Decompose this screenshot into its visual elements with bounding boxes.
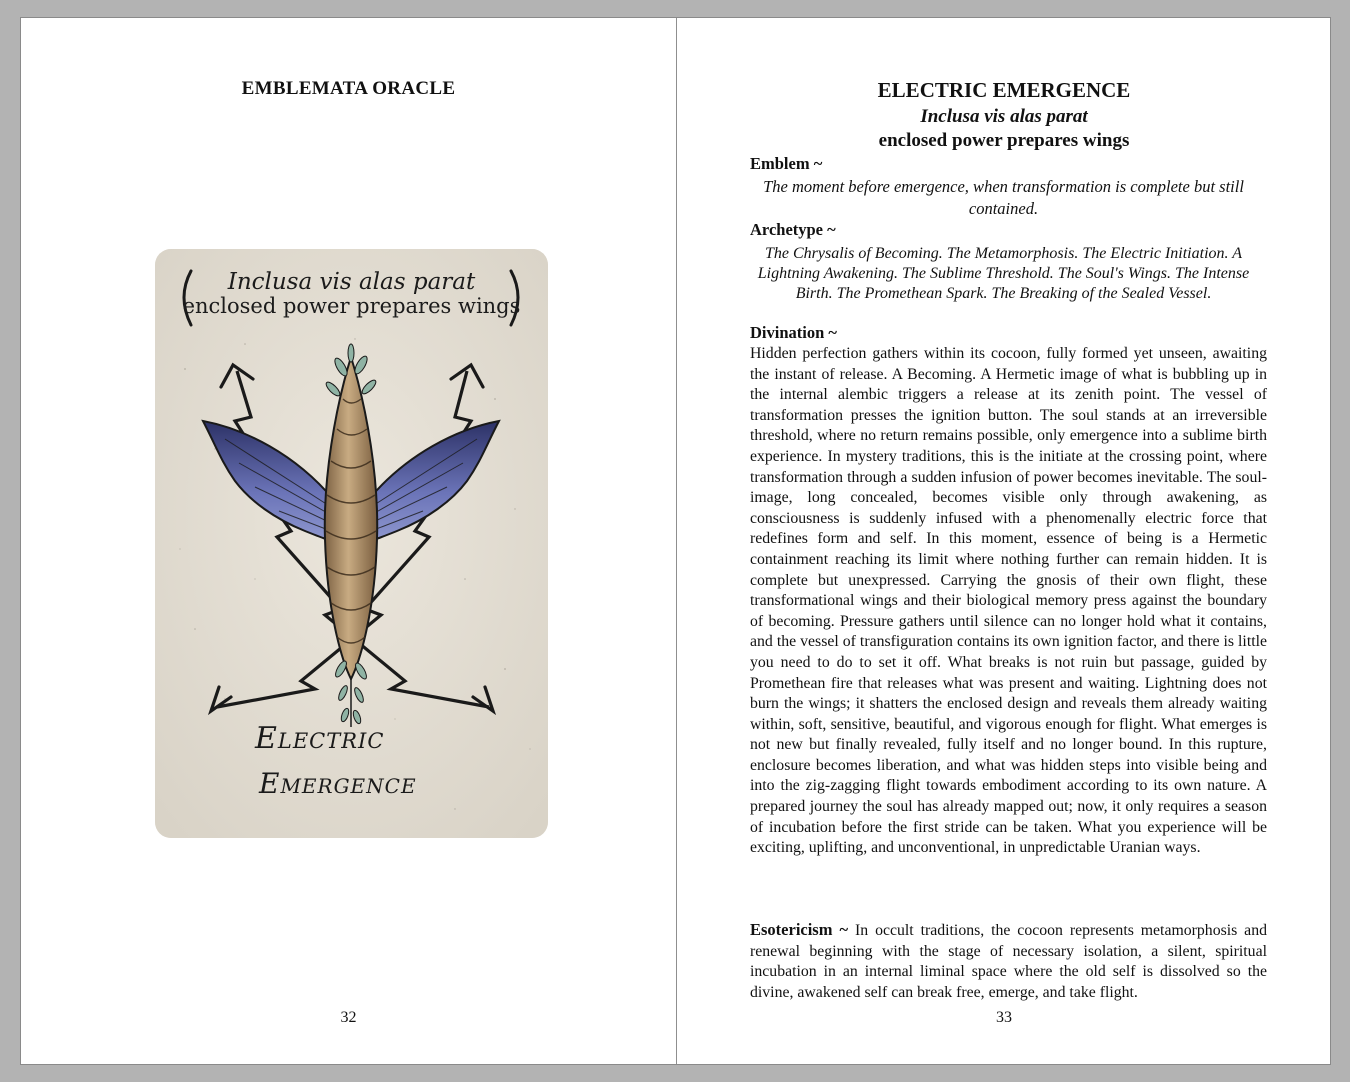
card-title-line2: Emergence [259,767,417,800]
right-page [677,18,1331,1064]
divination-text: Hidden perfection gathers within its cocoon, fully formed yet unseen, awaiting the instant of release. A Becoming. A Hermetic image of what is bubbling up in the internal alembic triggers a release at its zenith point. The vessel of transformation presses the ignition button. The soul stands at an irreversible threshold, where no return remains possible, only emergence into a sublime birth experience. In mystery traditions, this is the initiate at the crossing point, where transformation through a sudden infusion of power becomes inevitable. The soul-image, long concealed, becomes visible only through awakening, as consciousness is suddenly infused with a phenomenally electric force that redefines form and self. In this moment, essence of being is a Hermetic containment reaching its limit where nothing further can remain hidden. It is complete but unexpressed. Carrying the gnosis of their own flight, these transformational wings and their biological memory press against the boundary of becoming. Pressure gathers until silence can no longer hold what it contains, and the vessel of transfiguration contains its own ignition factor, and there is little you need to do to set it off. What breaks is not ruin but passage, guided by Promethean fire that releases what was present and waiting. Lightning does not burn the wings; it shatters the enclosed design and reveals them already waiting within, soft, sensitive, beautiful, and vigorous enough for flight. What emerges is not new but finally revealed, fully itself and no longer bound. In this rupture, enclosure becomes liberation, and what was hidden steps into visible being and into the zig-zagging flight towards embodiment according to its own nature. A prepared journey the soul has already mapped out; now, it only requires a season of incubation before the first stride can be taken. What you experience will be exciting, uplifting, and unconventional, in unpredictable Uranian ways. [750,345,1267,857]
english-motto: enclosed power prepares wings [878,130,1130,151]
book-spread [20,17,1331,1065]
archetype-text: The Chrysalis of Becoming. The Metamorphosis. The Electric Initiation. A Lightning Awakening. The Sublime Threshold. The Soul's Wings. The Intense Birth. The Promethean Spark. The Breaking of the Sealed Vessel. [757,245,1250,302]
card-motto-english: enclosed power prepares wings [182,294,521,318]
page-number-right: 33 [996,1009,1012,1026]
card-title-line1: Electric [255,721,385,756]
left-page [21,18,676,1064]
running-head: EMBLEMATA ORACLE [241,78,456,99]
esotericism-label: Esotericism ~ [750,920,849,939]
card-motto-latin: Inclusa vis alas parat [227,269,476,295]
archetype-label: Archetype ~ [750,220,836,239]
page-number-left: 32 [340,1009,357,1026]
esotericism-text: In occult traditions, the cocoon represents metamorphosis and renewal beginning with the stage of necessary isolation, a silent, spiritual incubation in an internal liminal space where the old self is dissolved so the divine, awakened self can break free, emerge, and take flight. [750,922,1267,1001]
page-title: ELECTRIC EMERGENCE [877,78,1131,102]
emblem-text: The moment before emergence, when transformation is complete but still contained. [763,177,1244,218]
oracle-card [155,249,548,838]
divination-label: Divination ~ [750,323,837,342]
emblem-label: Emblem ~ [750,154,823,173]
esotericism-paragraph [750,920,1267,1003]
latin-motto: Inclusa vis alas parat [920,106,1088,127]
